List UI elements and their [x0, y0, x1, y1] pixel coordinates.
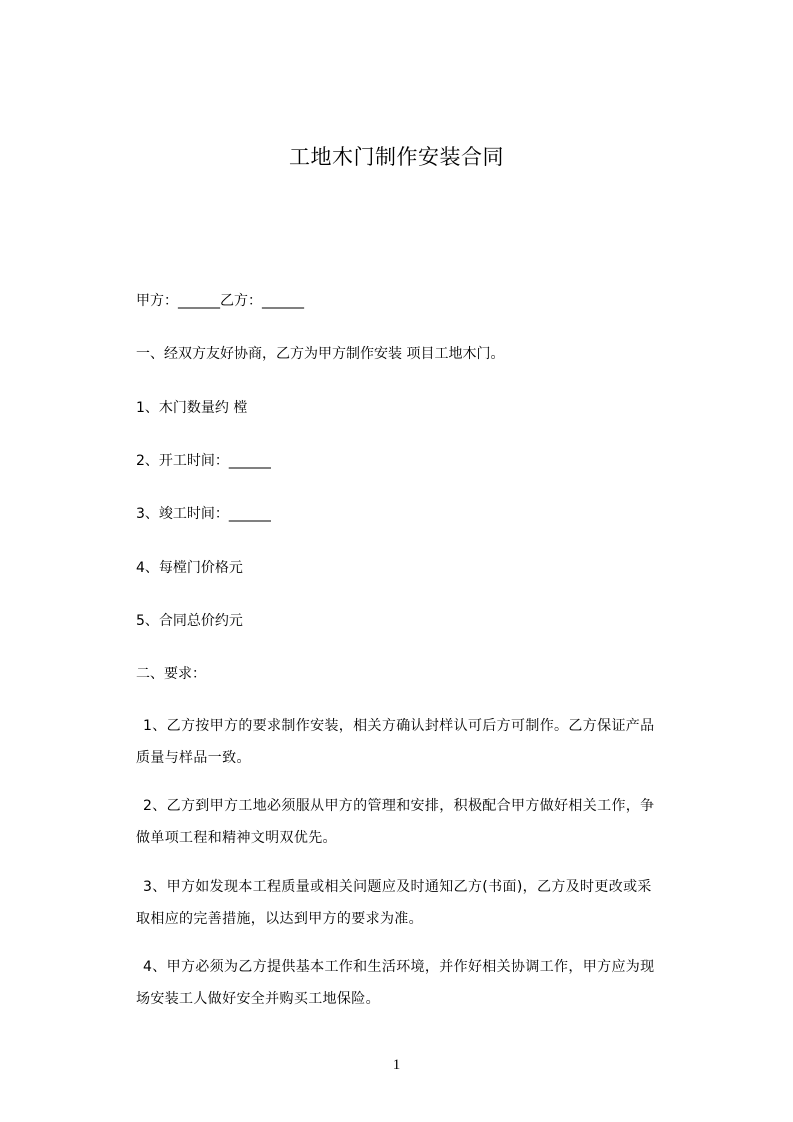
requirement-paragraph-3 — [136, 871, 715, 935]
item-completion-time: 3、竣工时间：______ — [136, 506, 271, 522]
page-number: 1 — [392, 1057, 401, 1073]
requirement-2-line-1: 2、乙方到甲方工地必须服从甲方的管理和安排，积极配合甲方做好相关工作，争 — [143, 798, 655, 814]
item-total-price: 5、合同总价约元 — [136, 613, 243, 629]
requirement-paragraph-2 — [136, 790, 715, 854]
section2-heading: 二、要求： — [136, 666, 206, 682]
requirement-4-line-2: 场安装工人做好安全并购买工地保险。 — [136, 991, 380, 1007]
requirement-2-line-2: 做单项工程和精神文明双优先。 — [136, 830, 337, 846]
requirement-1-line-1: 1、乙方按甲方的要求制作安装，相关方确认封样认可后方可制作。乙方保证产品 — [143, 718, 655, 734]
requirement-3-line-1: 3、甲方如发现本工程质量或相关问题应及时通知乙方(书面)，乙方及时更改或采 — [143, 879, 652, 895]
requirement-3-line-2: 取相应的完善措施，以达到甲方的要求为准。 — [136, 911, 423, 927]
requirement-4-line-1: 4、甲方必须为乙方提供基本工作和生活环境，并作好相关协调工作，甲方应为现 — [143, 959, 655, 975]
item-unit-price: 4、每樘门价格元 — [136, 560, 243, 576]
item-start-time: 2、开工时间：______ — [136, 453, 271, 469]
requirement-1-line-2: 质量与样品一致。 — [136, 750, 251, 766]
requirement-paragraph-1 — [136, 710, 715, 774]
section1-heading: 一、经双方友好协商，乙方为甲方制作安装 项目工地木门。 — [136, 346, 505, 362]
parties-line: 甲方：______乙方：______ — [136, 293, 304, 309]
item-door-quantity: 1、木门数量约 樘 — [136, 400, 248, 416]
requirement-paragraph-4 — [136, 951, 715, 1015]
document-title: 工地木门制作安装合同 — [289, 145, 504, 169]
